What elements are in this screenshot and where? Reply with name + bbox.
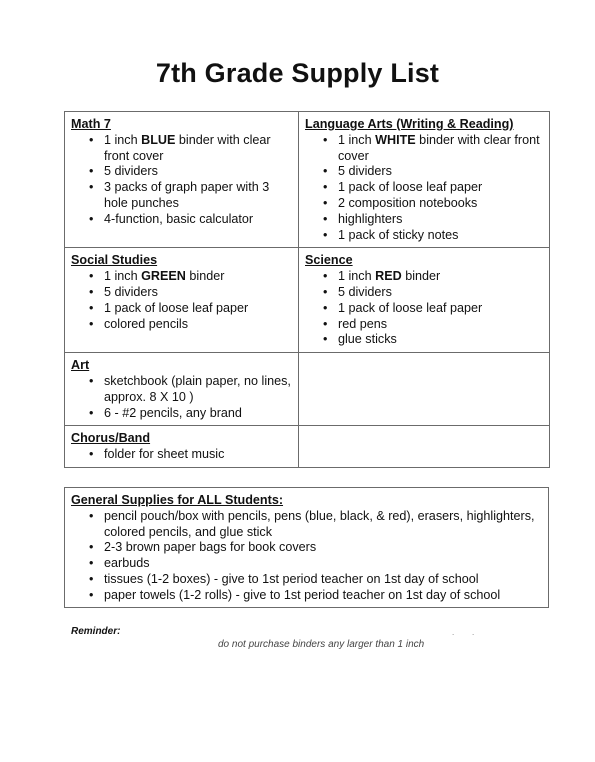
supply-item <box>71 509 542 541</box>
item-text: 2-3 brown paper bags for book covers <box>104 540 317 555</box>
color-emphasis: WHITE <box>375 132 416 147</box>
supply-item <box>71 301 292 317</box>
supply-item <box>305 196 543 212</box>
supply-item <box>305 164 543 180</box>
empty-cell <box>299 426 550 468</box>
item-text: 1 pack of sticky notes <box>338 227 459 242</box>
item-text: 1 pack of loose leaf paper <box>338 180 483 195</box>
table-row <box>65 248 550 353</box>
supply-item <box>71 164 292 180</box>
item-text: binder with clear front cover <box>104 132 271 163</box>
supply-item <box>305 228 543 244</box>
item-text: 4-function, basic calculator <box>104 211 254 226</box>
item-text: 5 dividers <box>104 284 158 299</box>
supply-item <box>71 447 292 463</box>
item-text: colored pencils <box>104 316 189 331</box>
section-title: Social Studies <box>71 253 158 268</box>
speck-mark: . <box>452 628 455 637</box>
item-text: 6 - #2 pencils, any brand <box>104 405 242 420</box>
supply-item <box>71 133 292 165</box>
supply-list <box>71 133 292 228</box>
table-row <box>65 426 550 468</box>
table-row <box>65 112 550 248</box>
supply-item <box>71 556 542 572</box>
item-text: 1 pack of loose leaf paper <box>338 300 483 315</box>
color-emphasis: RED <box>375 269 402 284</box>
supply-item <box>305 133 543 165</box>
item-text: 1 inch <box>104 269 142 284</box>
empty-cell <box>299 353 550 426</box>
section-title: Language Arts (Writing & Reading) <box>305 117 514 131</box>
item-text: 2 composition notebooks <box>338 195 478 210</box>
supply-item <box>305 301 543 317</box>
supply-item <box>71 588 542 604</box>
language-arts-cell <box>299 112 550 248</box>
chorus-band-cell <box>65 426 299 468</box>
section-title: Art <box>71 358 90 373</box>
item-text: 1 inch <box>338 132 376 147</box>
art-cell <box>65 353 299 426</box>
item-text: 3 packs of graph paper with 3 hole punches <box>104 180 270 210</box>
item-text: folder for sheet music <box>104 447 225 462</box>
item-text: 1 pack of loose leaf paper <box>104 300 249 315</box>
item-text: earbuds <box>104 556 150 571</box>
supply-item <box>305 212 543 228</box>
supply-item <box>71 406 292 422</box>
section-title: Math 7 <box>71 117 111 131</box>
supply-item <box>305 269 543 285</box>
item-text: sketchbook (plain paper, no lines, approx. 8 X 10 ) <box>104 373 291 404</box>
supply-item <box>71 285 292 301</box>
supply-item <box>71 212 292 228</box>
item-text: paper towels (1-2 rolls) - give to 1st period teacher on 1st day of school <box>104 587 501 602</box>
item-text: red pens <box>338 316 388 331</box>
supply-item <box>305 332 543 348</box>
supply-list <box>71 374 292 421</box>
item-text: tissues (1-2 boxes) - give to 1st period teacher on 1st day of school <box>104 571 479 586</box>
supply-item <box>305 285 543 301</box>
social-studies-cell <box>65 248 299 353</box>
color-emphasis: BLUE <box>141 132 176 147</box>
item-text: 5 dividers <box>338 284 392 299</box>
item-text: binder <box>185 269 225 284</box>
item-text: glue sticks <box>338 332 397 347</box>
item-text: 1 inch <box>104 132 142 147</box>
section-title: Science <box>305 253 353 268</box>
supply-list <box>305 269 543 348</box>
item-text: 1 inch <box>338 269 376 284</box>
item-text: 5 dividers <box>338 164 392 179</box>
reminder-text: do not purchase binders any larger than 1 inch <box>218 639 425 650</box>
supply-item <box>71 269 292 285</box>
supply-list <box>71 269 292 332</box>
science-cell <box>299 248 550 353</box>
supply-item <box>71 540 542 556</box>
item-text: pencil pouch/box with pencils, pens (blue, black, & red), erasers, highlighters, colored pencils, and glue stick <box>104 508 535 539</box>
math-cell <box>65 112 299 248</box>
supply-table <box>64 111 550 468</box>
general-supplies-box <box>64 487 549 608</box>
supply-item <box>71 317 292 333</box>
item-text: highlighters <box>338 211 403 226</box>
supply-item <box>305 317 543 333</box>
item-text: binder with clear front cover <box>338 132 540 163</box>
speck-mark: . <box>472 628 475 637</box>
supply-item <box>305 180 543 196</box>
color-emphasis: GREEN <box>141 269 186 284</box>
section-title: General Supplies for ALL Students: <box>71 493 284 507</box>
item-text: binder <box>401 269 441 284</box>
supply-list <box>305 133 543 244</box>
supply-list <box>71 509 542 604</box>
supply-item <box>71 374 292 406</box>
page-title: 7th Grade Supply List <box>155 58 440 88</box>
supply-item <box>71 572 542 588</box>
item-text: 5 dividers <box>104 164 158 179</box>
reminder-label: Reminder: <box>71 626 121 637</box>
section-title: Chorus/Band <box>71 431 151 446</box>
supply-item <box>71 180 292 212</box>
supply-list <box>71 447 292 463</box>
table-row <box>65 353 550 426</box>
